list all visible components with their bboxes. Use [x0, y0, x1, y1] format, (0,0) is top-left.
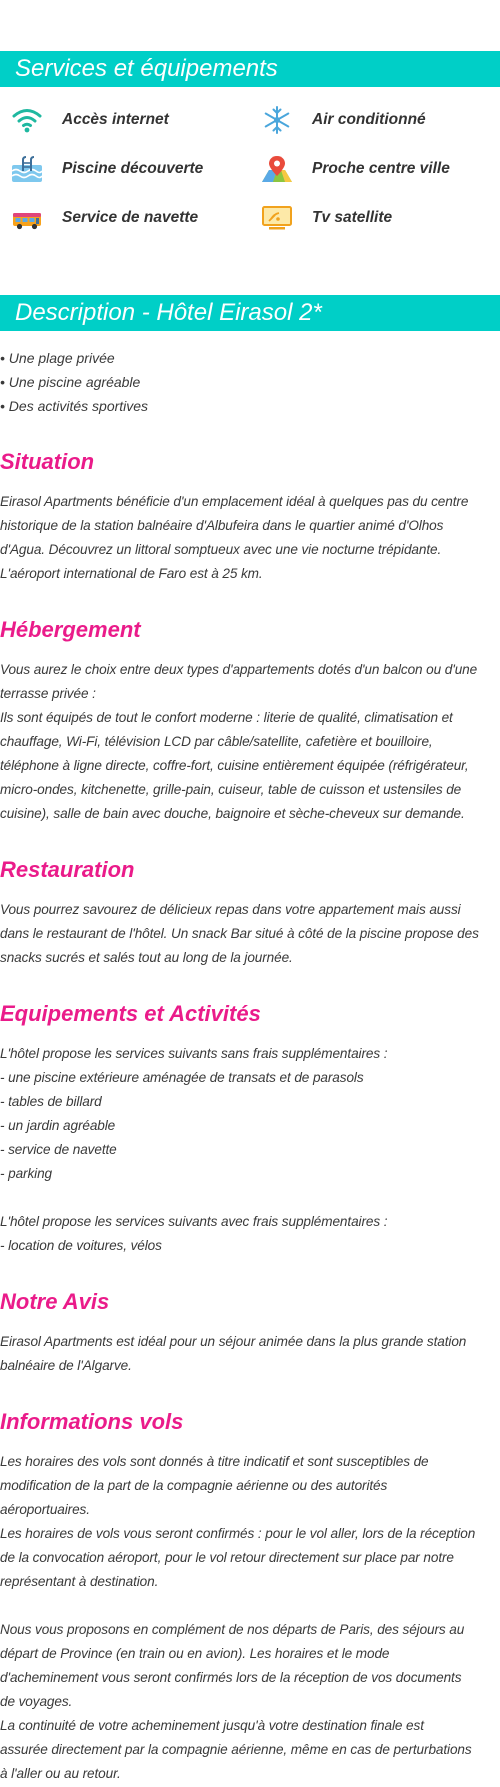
service-label: Air conditionné [312, 111, 426, 128]
section-text-informations-vols: Les horaires des vols sont donnés à titre indicatif et sont susceptibles de modification de la part de la compagnie aérienne ou des autorités aéroportuaires. Les horaires de vols vous seront confirmés : pour le vol aller, lors de la réception de la convocation aéroport, pour le vol retour directement sur place par notre représentant à destination. Nous vous proposons en complément de nos départs de Paris, des séjours au départ de Province (en train ou en avion). Les horaires et le mode d'acheminement vous seront confirmés lors de la réception de vos documents de voyages. La continuité de votre acheminement jusqu'à votre destination finale est assurée directement par la compagnie aérienne, même en cas de perturbations à l'aller ou au retour. [0, 1454, 476, 1781]
service-item [10, 204, 198, 232]
list-item: • Une plage privée [0, 350, 115, 366]
shuttle-bus-icon [10, 204, 44, 232]
service-item [260, 155, 450, 183]
section-title-equipements: Equipements et Activités [0, 1001, 261, 1026]
service-label: Piscine découverte [62, 160, 204, 177]
description-banner: Description - Hôtel Eirasol 2* [0, 295, 500, 331]
service-item [260, 106, 426, 134]
section-title-hebergement: Hébergement [0, 617, 141, 642]
service-item [10, 106, 169, 134]
service-label: Accès internet [62, 111, 169, 128]
service-label: Service de navette [62, 209, 199, 226]
pool-icon [10, 155, 44, 183]
list-item: • Des activités sportives [0, 398, 149, 414]
service-item [10, 155, 203, 183]
section-title-situation: Situation [0, 449, 95, 474]
section-text-situation: Eirasol Apartments bénéficie d'un emplacement idéal à quelques pas du centre historique de la station balnéaire d'Albufeira dans le quartier animé d'Olhos d'Agua. Découvrez un littoral somptueux avec une vie nocturne trépidante. L'aéroport international de Faro est à 25 km. [0, 494, 469, 581]
section-text-hebergement: Vous aurez le choix entre deux types d'appartements dotés d'un balcon ou d'une terrasse privée : Ils sont équipés de tout le confort moderne : literie de qualité, climatisation et chauffage, Wi-Fi, télévision LCD par câble/satellite, cafetière et bouilloire, téléphone à ligne directe, coffre-fort, cuisine entièrement équipée (réfrigérateur, micro-ondes, kitchenette, grille-pain, cuiseur, table de cuisson et ustensiles de cuisine), salle de bain avec douche, baignoire et sèche-cheveux sur demande. [0, 662, 478, 821]
services-banner: Services et équipements [0, 51, 500, 87]
service-label: Tv satellite [312, 209, 393, 226]
wifi-icon [10, 106, 44, 134]
map-pin-icon [260, 155, 294, 183]
service-label: Proche centre ville [312, 160, 450, 177]
section-title-restauration: Restauration [0, 857, 135, 882]
section-text-equipements: L'hôtel propose les services suivants sans frais supplémentaires : - une piscine extérieure aménagée de transats et de parasols - tables de billard - un jardin agréable - service de navette - parking L'hôtel propose les services suivants avec frais supplémentaires : - location de voitures, vélos [0, 1046, 388, 1253]
section-text-notre-avis: Eirasol Apartments est idéal pour un séjour animée dans la plus grande station balnéaire de l'Algarve. [0, 1334, 467, 1373]
tv-icon [260, 204, 294, 232]
section-title-notre-avis: Notre Avis [0, 1289, 110, 1314]
section-text-restauration: Vous pourrez savourez de délicieux repas dans votre appartement mais aussi dans le restaurant de l'hôtel. Un snack Bar situé à côté de la piscine propose des snacks sucrés et salés tout au long de la journée. [0, 902, 479, 965]
snowflake-icon [260, 106, 294, 134]
section-title-informations-vols: Informations vols [0, 1409, 184, 1434]
list-item: • Une piscine agréable [0, 374, 141, 390]
service-item [260, 204, 392, 232]
highlights-list [0, 346, 148, 418]
